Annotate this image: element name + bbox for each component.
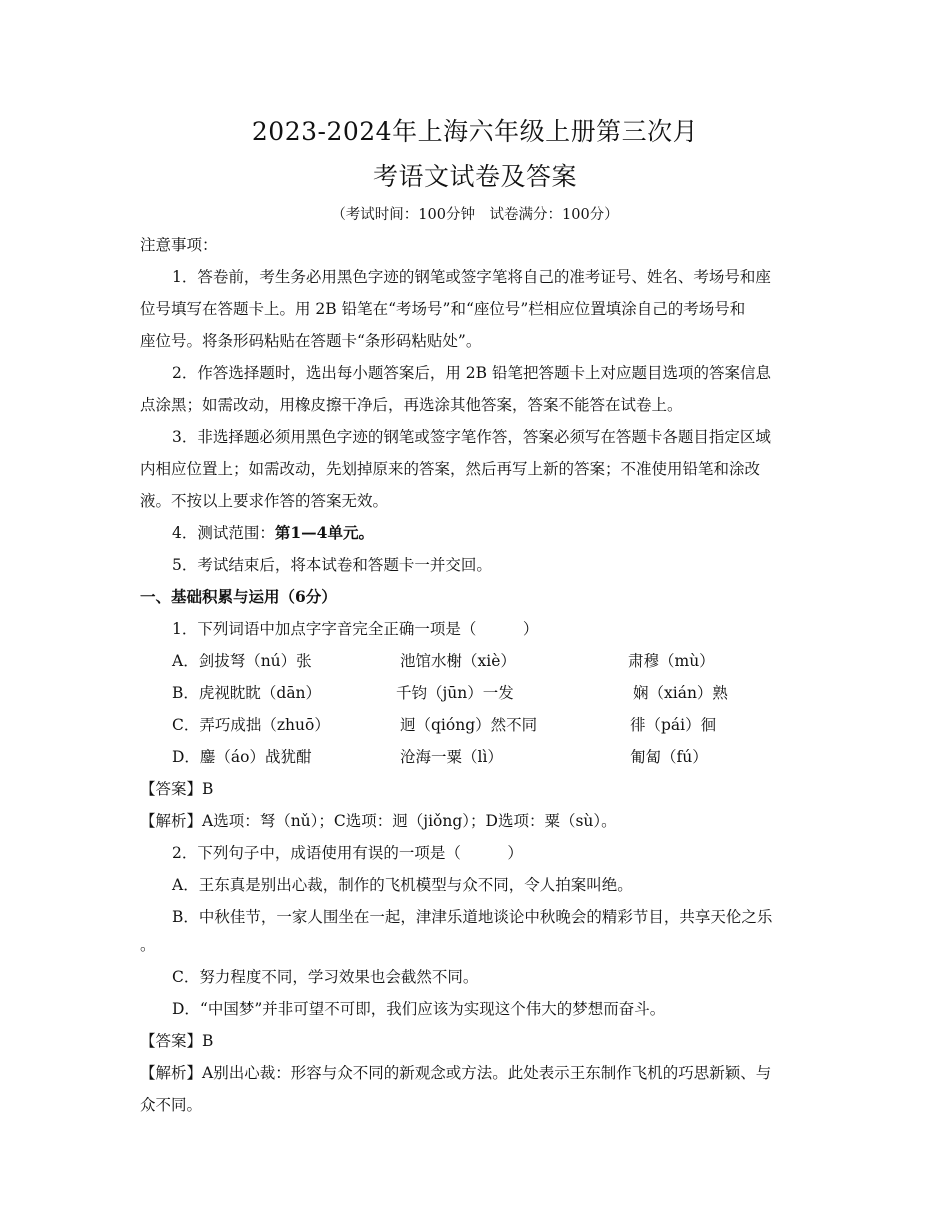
q2-answer: 【答案】B xyxy=(140,1032,214,1050)
notice-3-line-2: 内相应位置上；如需改动，先划掉原来的答案，然后再写上新的答案；不准使用铅笔和涂改 xyxy=(140,460,761,478)
q1-option-d-2: 沧海一粟（lì） xyxy=(400,748,503,766)
notice-1-line-1: 1．答卷前，考生务必用黑色字迹的钢笔或签字笔将自己的准考证号、姓名、考场号和座 xyxy=(172,268,771,286)
q1-option-a-2: 池馆水榭（xiè） xyxy=(400,652,516,670)
notice-2-line-1: 2．作答选择题时，选出每小题答案后，用 2B 铅笔把答题卡上对应题目选项的答案信息 xyxy=(172,364,771,382)
notice-3-line-1: 3．非选择题必须用黑色字迹的钢笔或签字笔作答，答案必须写在答题卡各题目指定区域 xyxy=(172,428,771,446)
section-1-heading: 一、基础积累与运用（6分） xyxy=(140,587,337,606)
notice-heading: 注意事项： xyxy=(140,236,218,254)
q2-option-a: A．王东真是别出心裁，制作的飞机模型与众不同，令人拍案叫绝。 xyxy=(172,876,633,894)
q2-option-d: D．“中国梦”并非可望不可即，我们应该为实现这个伟大的梦想而奋斗。 xyxy=(172,1000,666,1018)
q2-analysis-line-1: 【解析】A别出心裁：形容与众不同的新观念或方法。此处表示王东制作飞机的巧思新颖、与 xyxy=(140,1064,772,1082)
notice-1-line-2: 位号填写在答题卡上。用 2B 铅笔在“考场号”和“座位号”栏相应位置填涂自己的考场号和 xyxy=(140,300,746,318)
notice-3-line-3: 液。不按以上要求作答的答案无效。 xyxy=(140,492,389,510)
q1-option-c-3: 徘（pái）徊 xyxy=(630,716,717,734)
q1-option-c-2: 迥（qióng）然不同 xyxy=(400,716,538,734)
q1-option-a-1: A．剑拔弩（nú）张 xyxy=(172,652,312,670)
q1-answer: 【答案】B xyxy=(140,780,214,798)
q1-option-a-3: 肃穆（mù） xyxy=(628,652,715,670)
q1-option-b-1: B．虎视眈眈（dān） xyxy=(172,684,322,702)
title-line-1: 2023-2024年上海六年级上册第三次月 xyxy=(251,117,699,146)
notice-2-line-2: 点涂黑；如需改动，用橡皮擦干净后，再选涂其他答案，答案不能答在试卷上。 xyxy=(140,396,683,414)
q1-option-b-3: 娴（xián）熟 xyxy=(633,684,728,702)
exam-info: （考试时间：100分钟 试卷满分：100分） xyxy=(331,207,619,223)
notice-4-scope: 第1—4单元。 xyxy=(274,523,374,542)
q2-option-c: C．努力程度不同，学习效果也会截然不同。 xyxy=(172,968,479,986)
q1-stem: 1．下列词语中加点字字音完全正确一项是（ ） xyxy=(172,620,539,638)
notice-1-line-3: 座位号。将条形码粘贴在答题卡“条形码粘贴处”。 xyxy=(140,332,482,350)
q1-option-c-1: C．弄巧成拙（zhuō） xyxy=(172,716,330,734)
title-line-2: 考语文试卷及答案 xyxy=(372,162,577,191)
q2-option-b-line-1: B．中秋佳节，一家人围坐在一起，津津乐道地谈论中秋晚会的精彩节目，共享天伦之乐 xyxy=(172,908,773,926)
q1-option-d-1: D．鏖（áo）战犹酣 xyxy=(172,748,312,766)
notice-5: 5．考试结束后，将本试卷和答题卡一并交回。 xyxy=(172,556,492,574)
q1-analysis: 【解析】A选项：弩（nǔ）；C选项：迥（jiǒng）；D选项：粟（sù）。 xyxy=(140,812,617,830)
q2-stem: 2．下列句子中，成语使用有误的一项是（ ） xyxy=(172,844,523,862)
q1-option-d-3: 匍匐（fú） xyxy=(630,748,708,766)
q2-analysis-line-2: 众不同。 xyxy=(140,1096,203,1114)
notice-4 xyxy=(172,523,374,543)
q2-option-b-line-2: 。 xyxy=(140,936,156,954)
notice-4-prefix: 4．测试范围： xyxy=(172,524,275,542)
q1-option-b-2: 千钧（jūn）一发 xyxy=(396,684,514,702)
